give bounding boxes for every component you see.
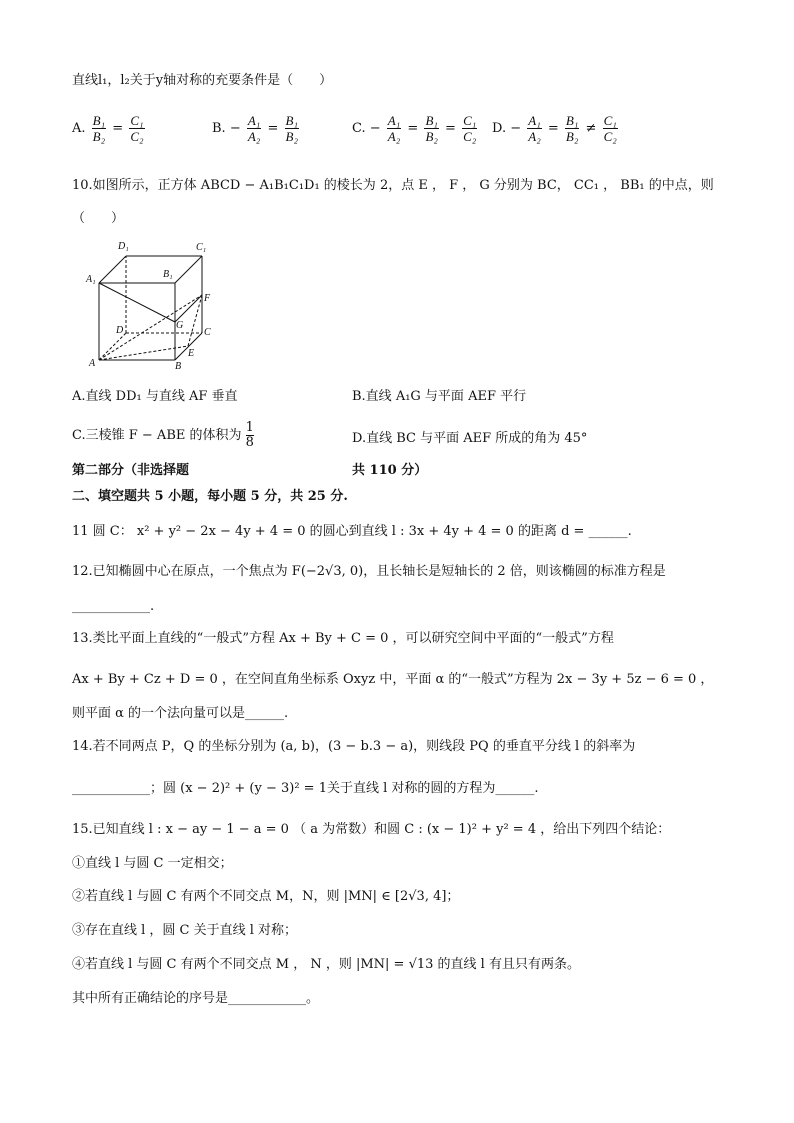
label-d: D xyxy=(116,325,124,336)
q13-line2: Ax + By + Cz + D = 0 ，在空间直角坐标系 Oxyz 中，平面 α 的“一般式”方程为 2x − 3y + 5z − 6 = 0 ， xyxy=(72,672,714,687)
q13-line3: 则平面 α 的一个法向量可以是______. xyxy=(72,706,289,721)
q10-option-a: A.直线 DD₁ 与直线 AF 垂直 xyxy=(72,389,238,404)
label-g: G xyxy=(176,320,184,331)
q11: 11 圆 C： x² + y² − 2x − 4y + 4 = 0 的圆心到直线 l : 3x + 4y + 4 = 0 的距离 d = ______. xyxy=(72,524,632,539)
edge-d1-a1 xyxy=(99,256,126,283)
q9-option-a: A. $\frac{\text{B₁}}{\text{B₂}}$ = $\frac{\text{C₁}}{\text{C₂}}$ xyxy=(72,113,144,144)
label-a1: A₁ xyxy=(86,274,96,285)
q13-line1: 13.类比平面上直线的“一般式”方程 Ax + By + C = 0 ，可以研究空间中平面的“一般式”方程 xyxy=(72,631,614,646)
q14-line2: ____________；圆 (x − 2)² + (y − 3)² = 1关于直线 l 对称的圆的方程为______. xyxy=(72,781,539,796)
q9-option-d: D. − $\frac{\text{A₁}}{\text{A₂}}$ = $\frac{\text{B₁}}{\text{B₂}}$ ≠ $\frac{\text{C₁}}{\text{C₂}}$ xyxy=(492,113,617,144)
label-b1: B₁ xyxy=(163,269,173,280)
q15-final: 其中所有正确结论的序号是____________。 xyxy=(72,991,320,1006)
q15-line1: 15.已知直线 l : x − ay − 1 − a = 0 （ a 为常数）和圆 C : (x − 1)² + y² = 4 ，给出下列四个结论： xyxy=(72,822,671,837)
q9-stem: 直线l₁，l₂关于y轴对称的充要条件是（ ） xyxy=(72,73,333,88)
edge-b1-c1 xyxy=(175,256,202,283)
cube-figure xyxy=(72,235,222,370)
part2-score: 共 110 分） xyxy=(352,463,428,478)
seg-g-f xyxy=(175,295,202,322)
q12-line2: ____________. xyxy=(72,599,155,614)
q9-option-c: C. − $\frac{\text{A₁}}{\text{A₂}}$ = $\frac{\text{B₁}}{\text{B₂}}$ = $\frac{\text{C₁}}{\text{C₂}}$ xyxy=(352,113,477,144)
section2-heading: 二、填空题共 5 小题，每小题 5 分，共 25 分. xyxy=(72,489,348,504)
q10-stem: 10.如图所示，正方体 ABCD − A₁B₁C₁D₁ 的棱长为 2，点 E ， F ， G 分别为 BC， CC₁ ， BB₁ 的中点，则 xyxy=(72,178,714,193)
label-f: F xyxy=(204,293,211,304)
hidden-a-f xyxy=(99,295,202,360)
q10-option-c: C.三棱锥 F − ABE 的体积为 $\frac{1}{8}$ xyxy=(72,420,254,450)
q10-option-d: D.直线 BC 与平面 AEF 所成的角为 45° xyxy=(352,431,588,446)
q14-line1: 14.若不同两点 P，Q 的坐标分别为 (a, b)，(3 − b.3 − a)，则线段 PQ 的垂直平分线 l 的斜率为 xyxy=(72,739,636,754)
label-c: C xyxy=(204,327,211,338)
q12-line1: 12.已知椭圆中心在原点，一个焦点为 F(−2√3, 0)，且长轴长是短轴长的 2 倍，则该椭圆的标准方程是 xyxy=(72,564,666,579)
q15-item4: ④若直线 l 与圆 C 有两个不同交点 M ， N ，则 |MN| = √13 的直线 l 有且只有两条。 xyxy=(72,957,580,972)
q10-stem-paren: （ ） xyxy=(72,211,125,226)
hidden-a-d xyxy=(99,333,126,360)
seg-a1-g xyxy=(99,283,175,322)
label-e: E xyxy=(188,348,195,359)
label-d1: D₁ xyxy=(118,241,129,252)
label-c1: C₁ xyxy=(196,242,207,253)
q9-option-b: B. − $\frac{\text{A₁}}{\text{A₂}}$ = $\frac{\text{B₁}}{\text{B₂}}$ xyxy=(212,113,298,144)
q10-option-b: B.直线 A₁G 与平面 AEF 平行 xyxy=(352,389,527,404)
q15-item2: ②若直线 l 与圆 C 有两个不同交点 M，N，则 |MN| ∈ [2√3, 4]； xyxy=(72,889,460,904)
q15-item3: ③存在直线 l ，圆 C 关于直线 l 对称； xyxy=(72,923,298,938)
label-a: A xyxy=(89,358,96,369)
label-b: B xyxy=(175,361,182,370)
q15-item1: ①直线 l 与圆 C 一定相交； xyxy=(72,856,233,871)
part2-title: 第二部分（非选择题 xyxy=(72,463,190,478)
